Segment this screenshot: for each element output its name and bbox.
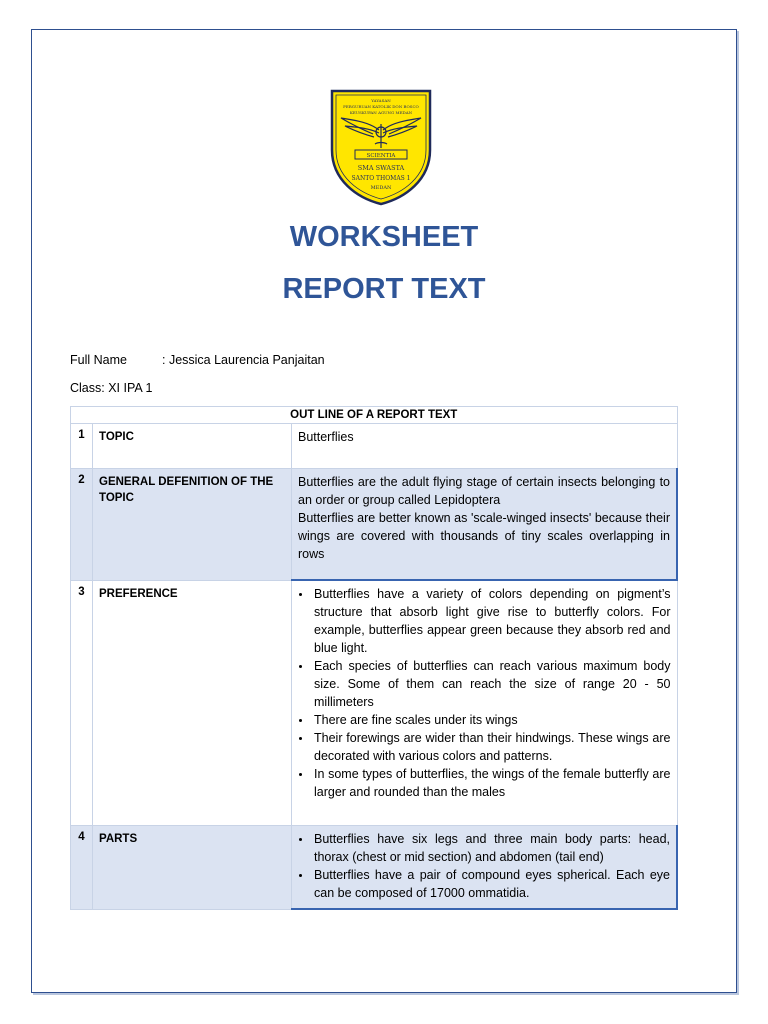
row-label: PARTS xyxy=(93,826,292,910)
list-item: • Butterflies have a pair of compound eyes spherical. Each eye can be composed of 17000 ommatidia. xyxy=(312,866,670,902)
logo-school-text: SMA SWASTA xyxy=(357,164,405,172)
list-item: • Each species of butterflies can reach various maximum body size. Some of them can reach the size of range 20 - 50 millimeters xyxy=(312,657,671,711)
list-item: • Butterflies have a variety of colors depending on pigment’s structure that absorb light give rise to butterfly colors. For example, butterflies appear green because they absorb red and blue light. xyxy=(312,585,671,657)
preference-list xyxy=(298,585,671,801)
row-label: PREFERENCE xyxy=(93,580,292,826)
table-row-preference xyxy=(71,580,678,826)
table-row-definition xyxy=(71,469,678,581)
logo-text-keuskupan: KEUSKUPAN AGUNG MEDAN xyxy=(349,110,413,115)
list-item: • There are fine scales under its wings xyxy=(312,711,671,729)
row-number: 1 xyxy=(71,424,93,469)
full-name-value: : Jessica Laurencia Panjaitan xyxy=(162,353,325,367)
logo-text-yayasan: YAYASAN xyxy=(371,98,391,103)
definition-paragraph: Butterflies are the adult flying stage of certain insects belonging to an order or group called Lepidoptera xyxy=(298,475,670,507)
table-row-parts xyxy=(71,826,678,910)
full-name-label: Full Name xyxy=(70,353,127,367)
list-item: • In some types of butterflies, the wings of the female butterfly are larger and rounded than the males xyxy=(312,765,671,801)
table-row-topic xyxy=(71,424,678,469)
logo-name-text: SANTO THOMAS 1 xyxy=(351,175,411,182)
topic-text: Butterflies xyxy=(298,430,354,444)
parts-list xyxy=(298,830,670,902)
class-line: Class: XI IPA 1 xyxy=(70,381,153,395)
table-header: OUT LINE OF A REPORT TEXT xyxy=(71,407,678,424)
row-content xyxy=(292,469,678,581)
row-number: 4 xyxy=(71,826,93,910)
logo-text-perguruan: PERGURUAN KATOLIK DON BOSCO xyxy=(343,104,419,109)
full-name-line xyxy=(70,353,325,367)
list-item: • Their forewings are wider than their hindwings. These wings are decorated with various colors and patterns. xyxy=(312,729,671,765)
row-number: 2 xyxy=(71,469,93,581)
school-logo xyxy=(329,88,433,206)
logo-banner-text: SCIENTIA xyxy=(366,153,396,159)
worksheet-title: WORKSHEET xyxy=(289,221,479,253)
logo-city-text: MEDAN xyxy=(370,185,392,191)
row-content xyxy=(292,580,678,826)
row-number: 3 xyxy=(71,580,93,826)
report-text-title: REPORT TEXT xyxy=(282,273,486,305)
outline-table xyxy=(70,406,678,910)
list-item: • Butterflies have six legs and three main body parts: head, thorax (chest or mid section) and abdomen (tail end) xyxy=(312,830,670,866)
definition-paragraph: Butterflies are better known as 'scale-winged insects' because their wings are covered with thousands of tiny scales overlapping in rows xyxy=(298,511,670,561)
row-label: GENERAL DEFENITION OF THE TOPIC xyxy=(93,469,292,581)
row-content xyxy=(292,826,678,910)
row-label: TOPIC xyxy=(93,424,292,469)
row-content xyxy=(292,424,678,469)
